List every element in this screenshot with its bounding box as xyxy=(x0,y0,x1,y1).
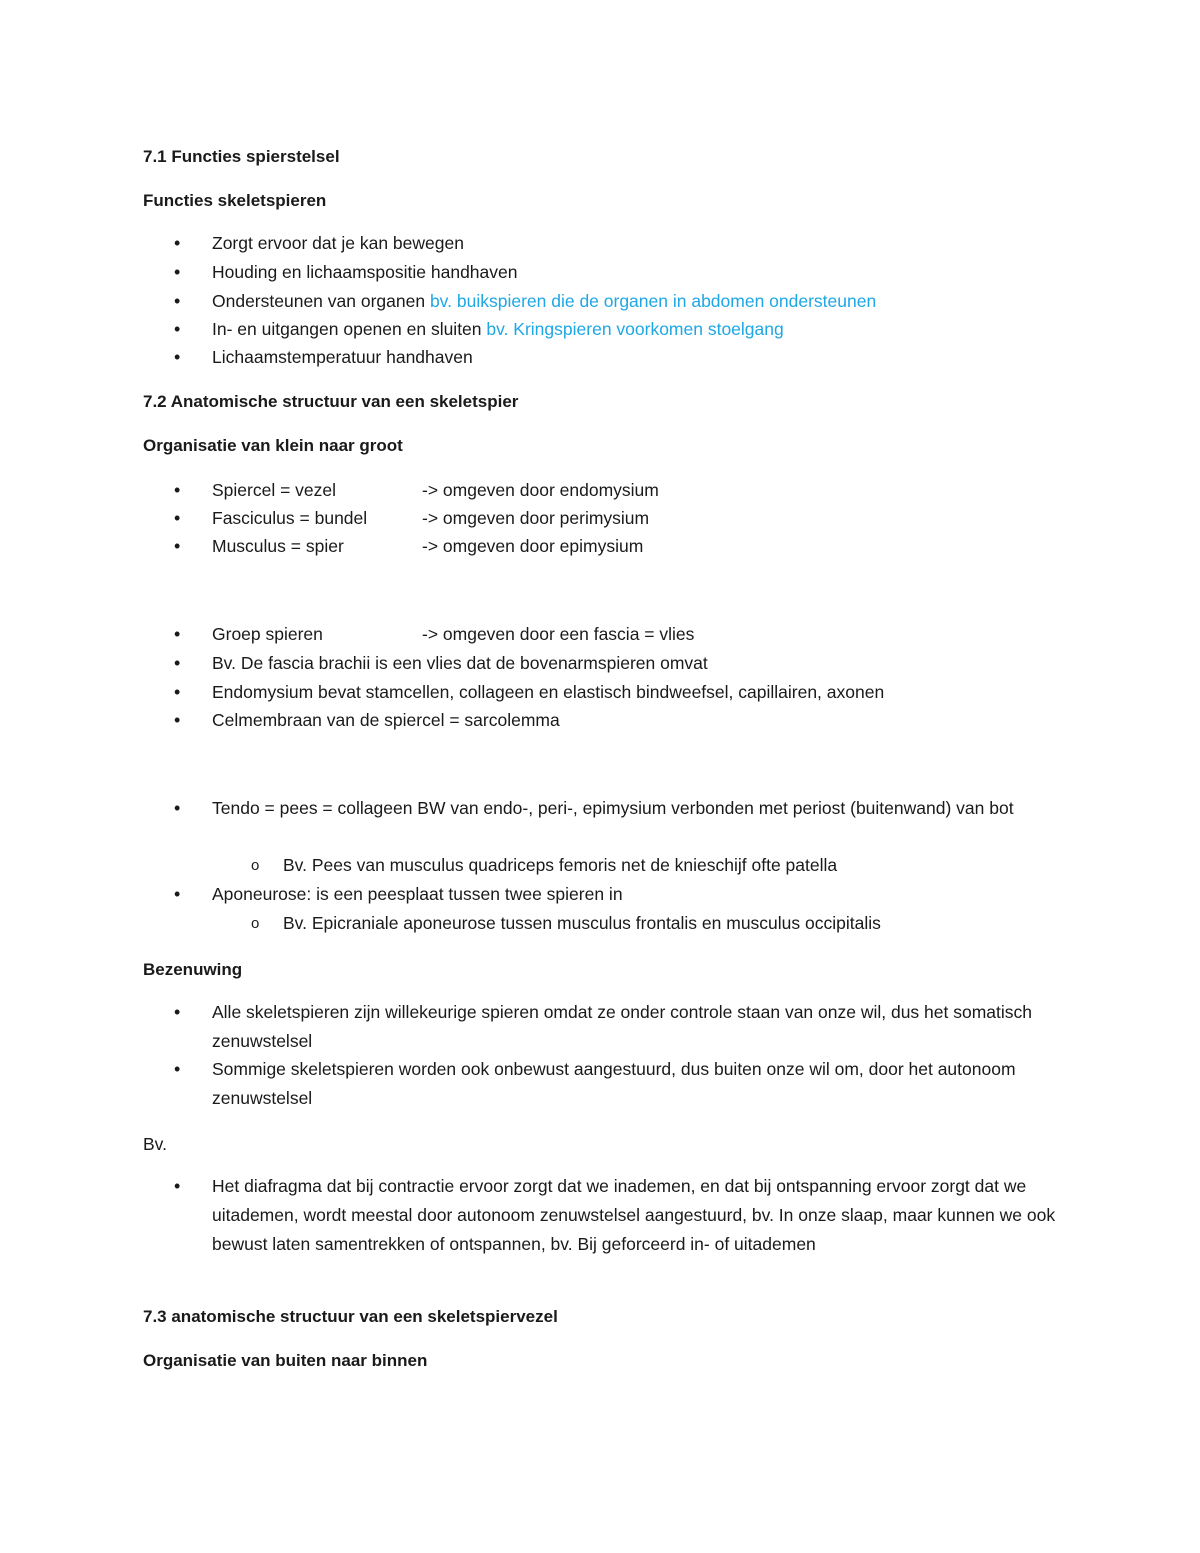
subheading-functies-skeletspieren: Functies skeletspieren xyxy=(143,191,327,210)
heading-7-3: 7.3 anatomische structuur van een skeletspiervezel xyxy=(143,1307,558,1326)
list-item: • Bv. De fascia brachii is een vlies dat de bovenarmspieren omvat xyxy=(212,649,1072,678)
heading-7-2: 7.2 Anatomische structuur van een skeletspier xyxy=(143,392,519,411)
list-item: • Endomysium bevat stamcellen, collageen en elastisch bindweefsel, capillairen, axonen xyxy=(212,678,1072,707)
list-item: • Spiercel = vezel -> omgeven door endomysium xyxy=(212,476,1072,505)
example-note: bv. Kringspieren voorkomen stoelgang xyxy=(486,319,784,339)
list-item: • Aponeurose: is een peesplaat tussen twee spieren in xyxy=(212,880,1072,909)
list-item: • Zorgt ervoor dat je kan bewegen xyxy=(212,229,1072,258)
example-note: bv. buikspieren die de organen in abdomen ondersteunen xyxy=(429,291,877,311)
subheading-organisatie-klein-groot: Organisatie van klein naar groot xyxy=(143,436,403,455)
sub-list-item: o Bv. Epicraniale aponeurose tussen musculus frontalis en musculus occipitalis xyxy=(283,909,1063,938)
list-item: • Musculus = spier -> omgeven door epimysium xyxy=(212,532,1072,561)
list-item: • Fasciculus = bundel -> omgeven door perimysium xyxy=(212,504,1072,533)
list-item: • Celmembraan van de spiercel = sarcolemma xyxy=(212,706,1072,735)
heading-7-1: 7.1 Functies spierstelsel xyxy=(143,147,340,166)
list-item: • Lichaamstemperatuur handhaven xyxy=(212,343,1072,372)
heading-bezenuwing: Bezenuwing xyxy=(143,960,243,979)
list-item: • Groep spieren -> omgeven door een fascia = vlies xyxy=(212,620,1072,649)
list-item: • In- en uitgangen openen en sluiten bv. Kringspieren voorkomen stoelgang xyxy=(212,315,1072,344)
bv-label: Bv. xyxy=(143,1134,167,1154)
list-item: • Houding en lichaamspositie handhaven xyxy=(212,258,1072,287)
list-item: • Het diafragma dat bij contractie ervoor zorgt dat we inademen, en dat bij ontspanning ervoor zorgt dat we uitademen, wordt meestal door autonoom zenuwstelsel aangestuurd, bv. In onze slaap, maar kunnen we ook bewust laten samentrekken of ontspannen, bv. Bij geforceerd in- of uitademen xyxy=(212,1172,1072,1259)
list-item: • Tendo = pees = collageen BW van endo-, peri-, epimysium verbonden met periost (buitenwand) van bot xyxy=(212,794,1072,823)
subheading-organisatie-buiten-binnen: Organisatie van buiten naar binnen xyxy=(143,1351,428,1370)
sub-list-item: o Bv. Pees van musculus quadriceps femoris net de knieschijf ofte patella xyxy=(283,851,1063,880)
list-item: • Ondersteunen van organen bv. buikspieren die de organen in abdomen ondersteunen xyxy=(212,287,1072,316)
list-item: • Alle skeletspieren zijn willekeurige spieren omdat ze onder controle staan van onze wil, dus het somatisch zenuwstelsel xyxy=(212,998,1072,1056)
list-item: • Sommige skeletspieren worden ook onbewust aangestuurd, dus buiten onze wil om, door het autonoom zenuwstelsel xyxy=(212,1055,1072,1113)
